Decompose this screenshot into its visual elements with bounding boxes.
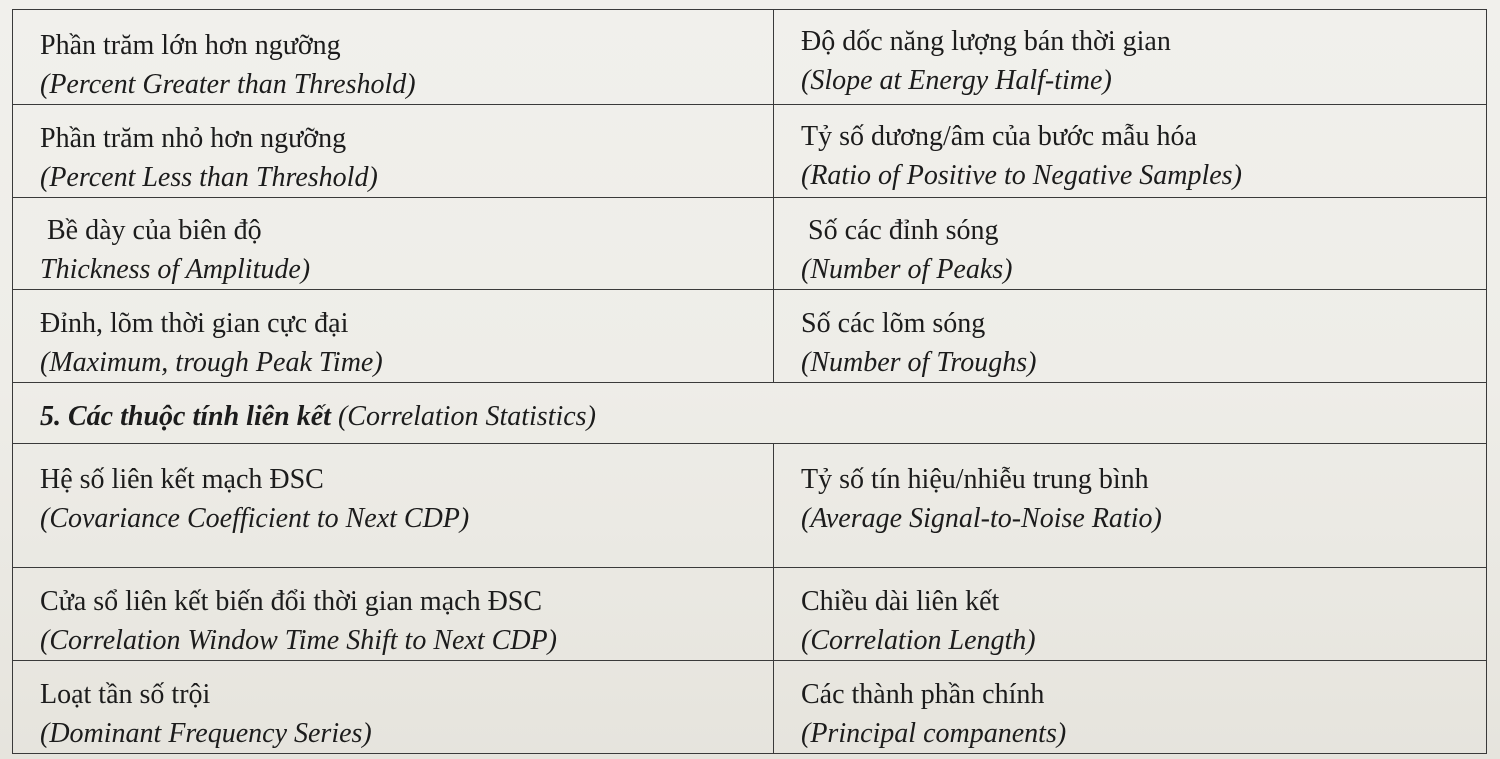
attributes-table xyxy=(12,9,1487,754)
cell-english-text: (Number of Troughs) xyxy=(801,347,1037,378)
table-cell xyxy=(13,105,774,198)
table-row xyxy=(13,661,1487,754)
table-cell xyxy=(774,568,1487,661)
table-row xyxy=(13,105,1487,198)
table-row xyxy=(13,198,1487,290)
table-row xyxy=(13,290,1487,383)
table-row xyxy=(13,10,1487,105)
cell-english-text: (Average Signal-to-Noise Ratio) xyxy=(801,503,1162,534)
cell-vietnamese-text: Độ dốc năng lượng bán thời gian xyxy=(801,26,1171,57)
cell-vietnamese-text: Số các lõm sóng xyxy=(801,308,986,339)
cell-english-text: (Percent Less than Threshold) xyxy=(40,162,378,193)
table-cell xyxy=(774,198,1487,290)
section-title xyxy=(13,383,1486,436)
cell-vietnamese-text: Cửa sổ liên kết biến đổi thời gian mạch ĐSC xyxy=(40,586,543,617)
cell-english-text: (Dominant Frequency Series) xyxy=(40,718,372,749)
cell-vietnamese-text: Số các đỉnh sóng xyxy=(801,215,999,246)
cell-english-text: (Covariance Coefficient to Next CDP) xyxy=(40,503,470,534)
table-cell xyxy=(13,661,774,754)
table-row xyxy=(13,444,1487,568)
cell-vietnamese-text: Đỉnh, lõm thời gian cực đại xyxy=(40,308,349,339)
cell-vietnamese-text: Loạt tần số trội xyxy=(40,679,211,710)
table-cell xyxy=(13,444,774,568)
table-cell xyxy=(13,198,774,290)
cell-vietnamese-text: Chiều dài liên kết xyxy=(801,586,1000,617)
cell-vietnamese-text: Tỷ số tín hiệu/nhiễu trung bình xyxy=(801,464,1149,495)
cell-vietnamese-text: Tỷ số dương/âm của bước mẫu hóa xyxy=(801,121,1197,152)
cell-english-text: (Slope at Energy Half-time) xyxy=(801,65,1112,96)
cell-english-text: (Correlation Length) xyxy=(801,625,1036,656)
table-cell xyxy=(774,290,1487,383)
table-cell xyxy=(13,568,774,661)
table-row xyxy=(13,568,1487,661)
table-cell xyxy=(774,444,1487,568)
cell-vietnamese-text: Bề dày của biên độ xyxy=(40,215,262,246)
cell-english-text: (Number of Peaks) xyxy=(801,254,1013,285)
section-title-english: (Correlation Statistics) xyxy=(337,401,596,432)
table-cell xyxy=(774,661,1487,754)
section-header-row xyxy=(13,383,1487,444)
table-cell xyxy=(774,10,1487,105)
cell-english-text: (Ratio of Positive to Negative Samples) xyxy=(801,160,1242,191)
section-title-vietnamese: 5. Các thuộc tính liên kết xyxy=(40,401,331,432)
cell-english-text: (Maximum, trough Peak Time) xyxy=(40,347,383,378)
table-cell xyxy=(13,10,774,105)
cell-english-text: Thickness of Amplitude) xyxy=(40,254,311,285)
table-cell xyxy=(13,290,774,383)
cell-vietnamese-text: Phần trăm lớn hơn ngưỡng xyxy=(40,30,341,61)
cell-english-text: (Principal companents) xyxy=(801,718,1067,749)
section-header-cell xyxy=(13,383,1487,444)
cell-english-text: (Percent Greater than Threshold) xyxy=(40,69,416,100)
table-cell xyxy=(774,105,1487,198)
cell-vietnamese-text: Các thành phần chính xyxy=(801,679,1045,710)
cell-english-text: (Correlation Window Time Shift to Next CDP) xyxy=(40,625,557,656)
cell-vietnamese-text: Hệ số liên kết mạch ĐSC xyxy=(40,464,324,495)
cell-vietnamese-text: Phần trăm nhỏ hơn ngưỡng xyxy=(40,123,347,154)
